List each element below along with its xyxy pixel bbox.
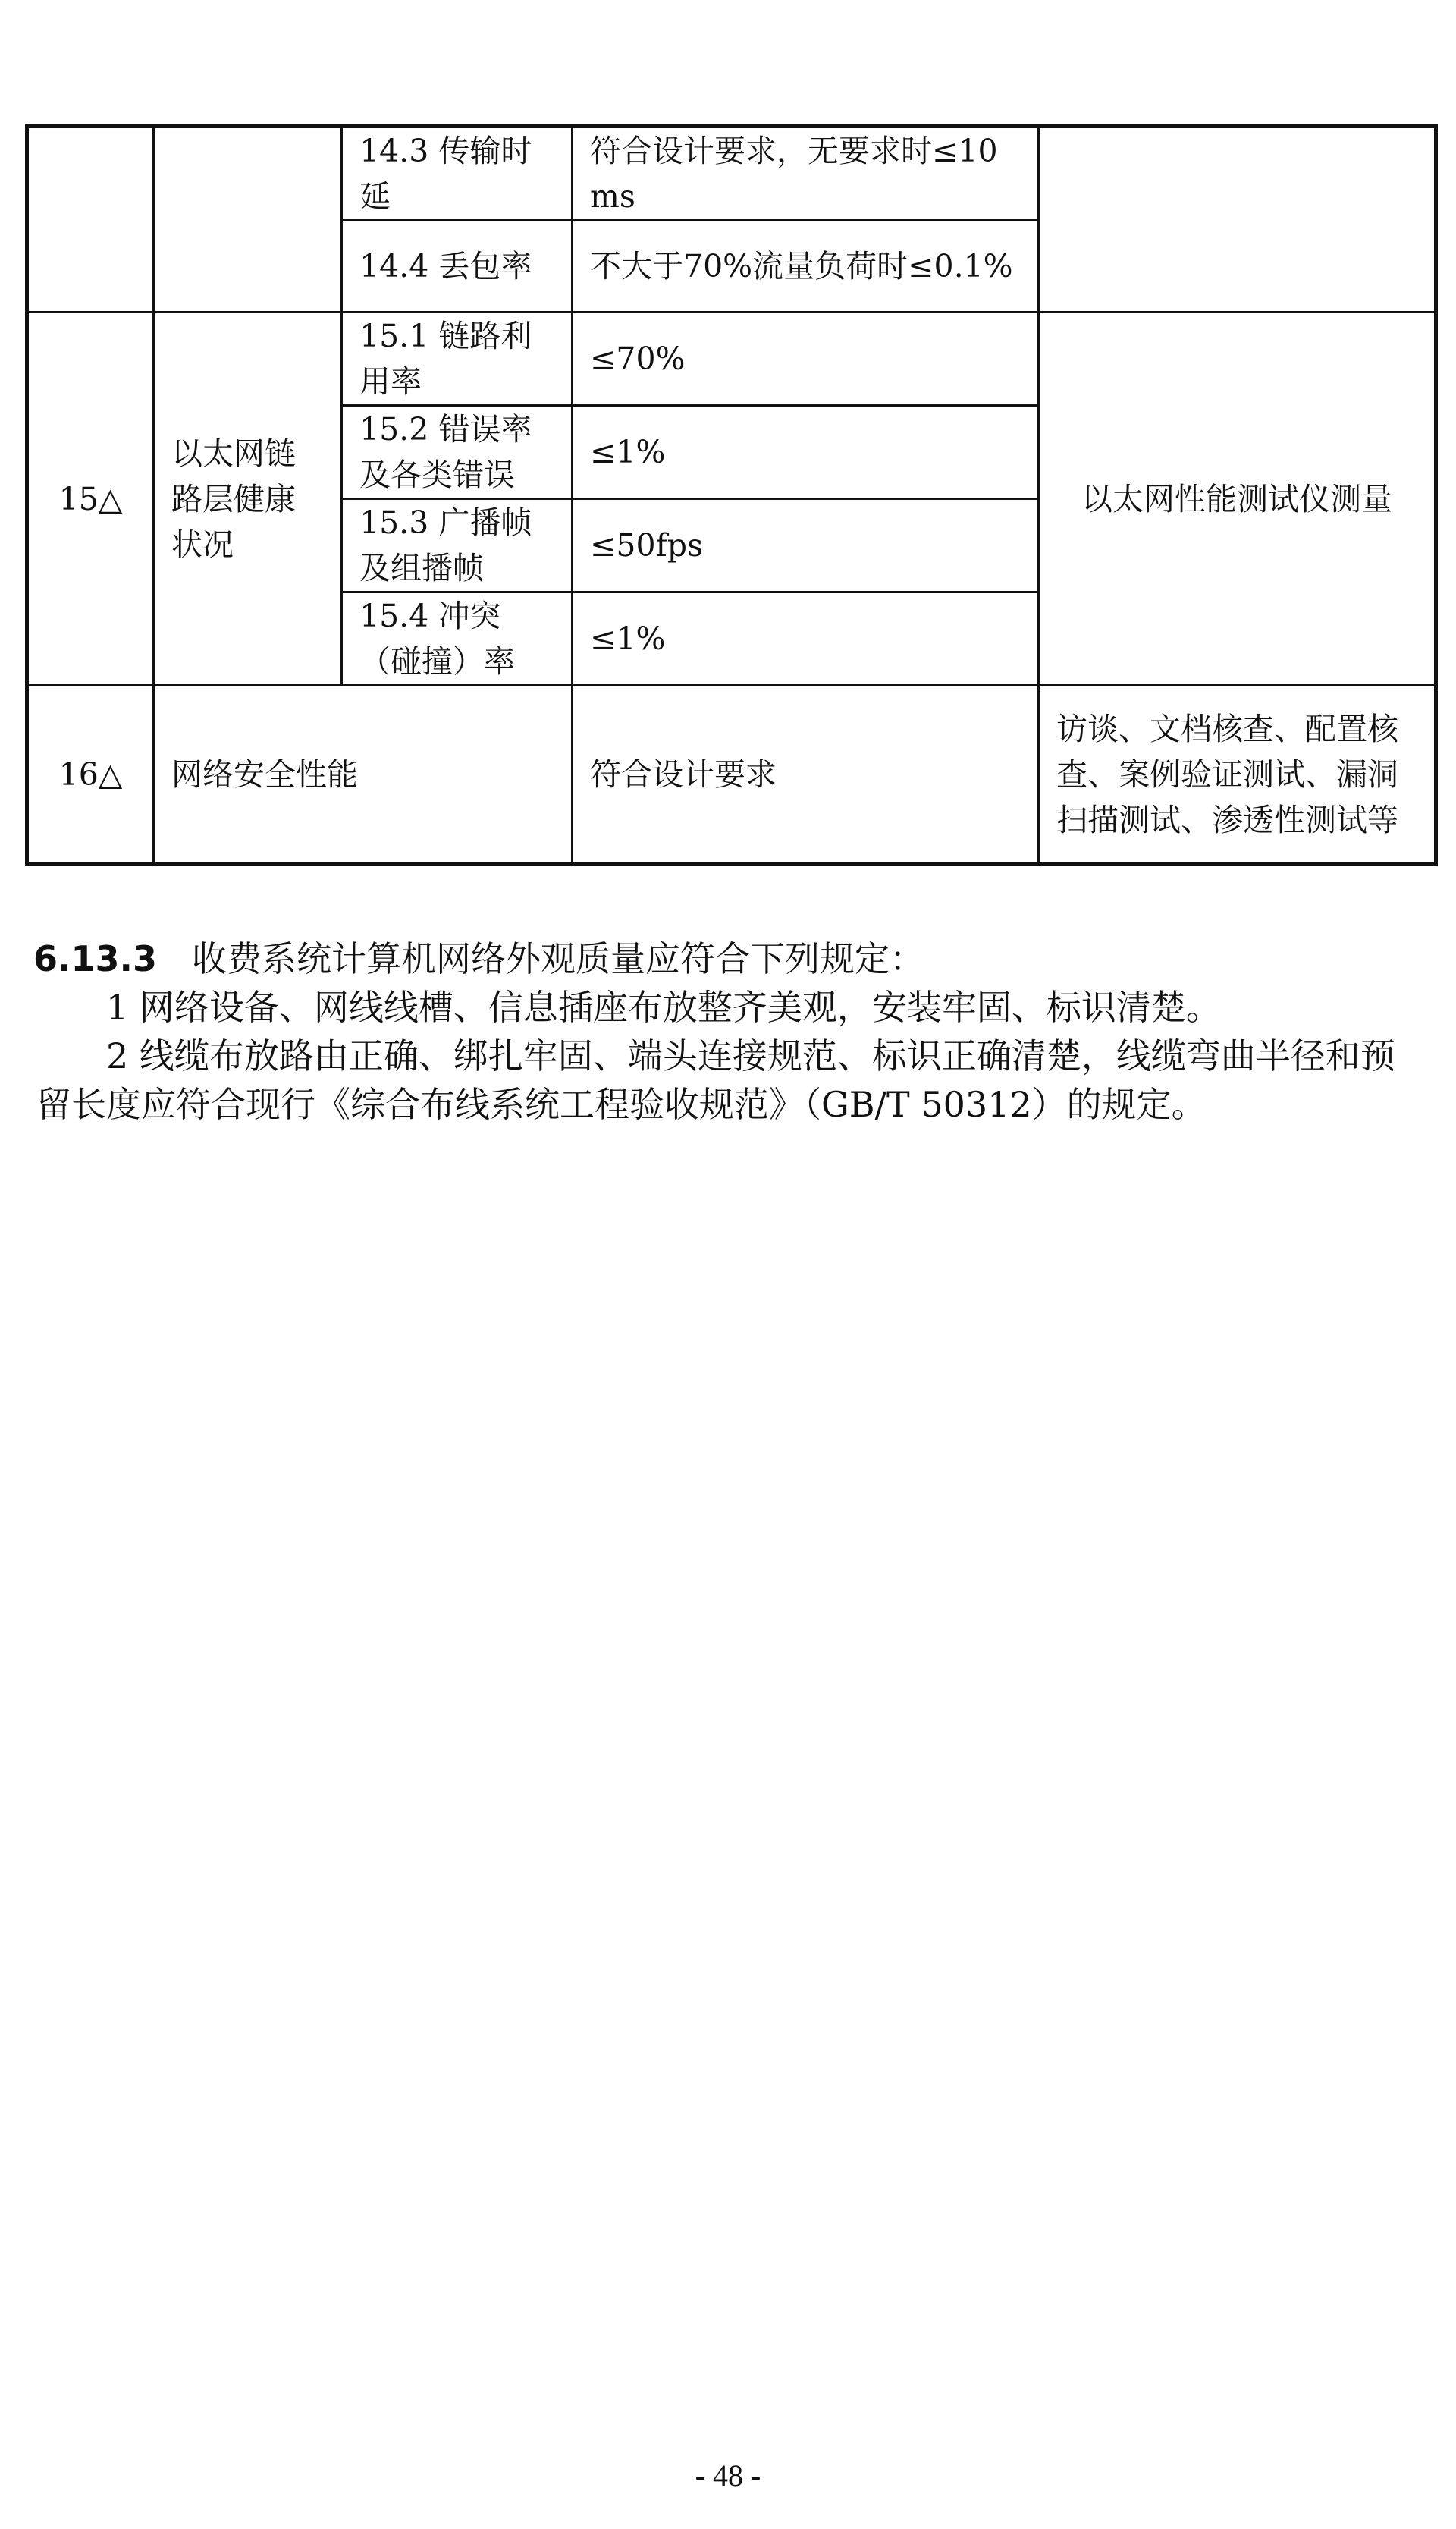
requirement-cell-14-4: 不大于70%流量负荷时≤0.1% bbox=[573, 221, 1039, 313]
requirement-cell-15-2: ≤1% bbox=[573, 406, 1039, 499]
clause-item-1: 1 网络设备、网线线槽、信息插座布放整齐美观，安装牢固、标识清楚。 bbox=[106, 987, 1221, 1028]
name-cell-15: 以太网链路层健康状况 bbox=[154, 313, 342, 686]
table-cell bbox=[1039, 127, 1436, 313]
requirement-cell-15-3: ≤50fps bbox=[573, 499, 1039, 592]
method-cell-15: 以太网性能测试仪测量 bbox=[1039, 313, 1436, 686]
item-cell-15-1: 15.1 链路利用率 bbox=[342, 313, 573, 406]
number-cell-15: 15△ bbox=[27, 313, 154, 686]
item-cell-14-4: 14.4 丢包率 bbox=[342, 221, 573, 313]
method-cell-16: 访谈、文档核查、配置核查、案例验证测试、漏洞扫描测试、渗透性测试等 bbox=[1039, 686, 1436, 865]
table-row bbox=[27, 127, 1436, 221]
clause-body bbox=[0, 983, 1456, 1129]
requirement-cell-15-4: ≤1% bbox=[573, 592, 1039, 686]
clause-item-2: 2 线缆布放路由正确、绑扎牢固、端头连接规范、标识正确清楚，线缆弯曲半径和预留长度应符合现行《综合布线系统工程验收规范》（GB/T 50312）的规定。 bbox=[36, 1035, 1395, 1125]
item-cell-14-3: 14.3 传输时延 bbox=[342, 127, 573, 221]
clause-heading bbox=[0, 935, 1456, 983]
table-row bbox=[27, 313, 1436, 406]
table-cell bbox=[27, 127, 154, 313]
page-number: - 48 - bbox=[695, 2458, 761, 2493]
item-cell-15-4: 15.4 冲突（碰撞）率 bbox=[342, 592, 573, 686]
spec-table bbox=[25, 124, 1438, 866]
clause-title: 收费系统计算机网络外观质量应符合下列规定： bbox=[191, 938, 924, 979]
clause-number: 6.13.3 bbox=[33, 938, 157, 979]
table-row bbox=[27, 686, 1436, 865]
table-cell bbox=[154, 127, 342, 313]
requirement-cell-15-1: ≤70% bbox=[573, 313, 1039, 406]
item-cell-15-3: 15.3 广播帧及组播帧 bbox=[342, 499, 573, 592]
requirement-cell-14-3: 符合设计要求，无要求时≤10ms bbox=[573, 127, 1039, 221]
requirement-cell-16: 符合设计要求 bbox=[573, 686, 1039, 865]
number-cell-16: 16△ bbox=[27, 686, 154, 865]
name-cell-16: 网络安全性能 bbox=[154, 686, 573, 865]
item-cell-15-2: 15.2 错误率及各类错误 bbox=[342, 406, 573, 499]
